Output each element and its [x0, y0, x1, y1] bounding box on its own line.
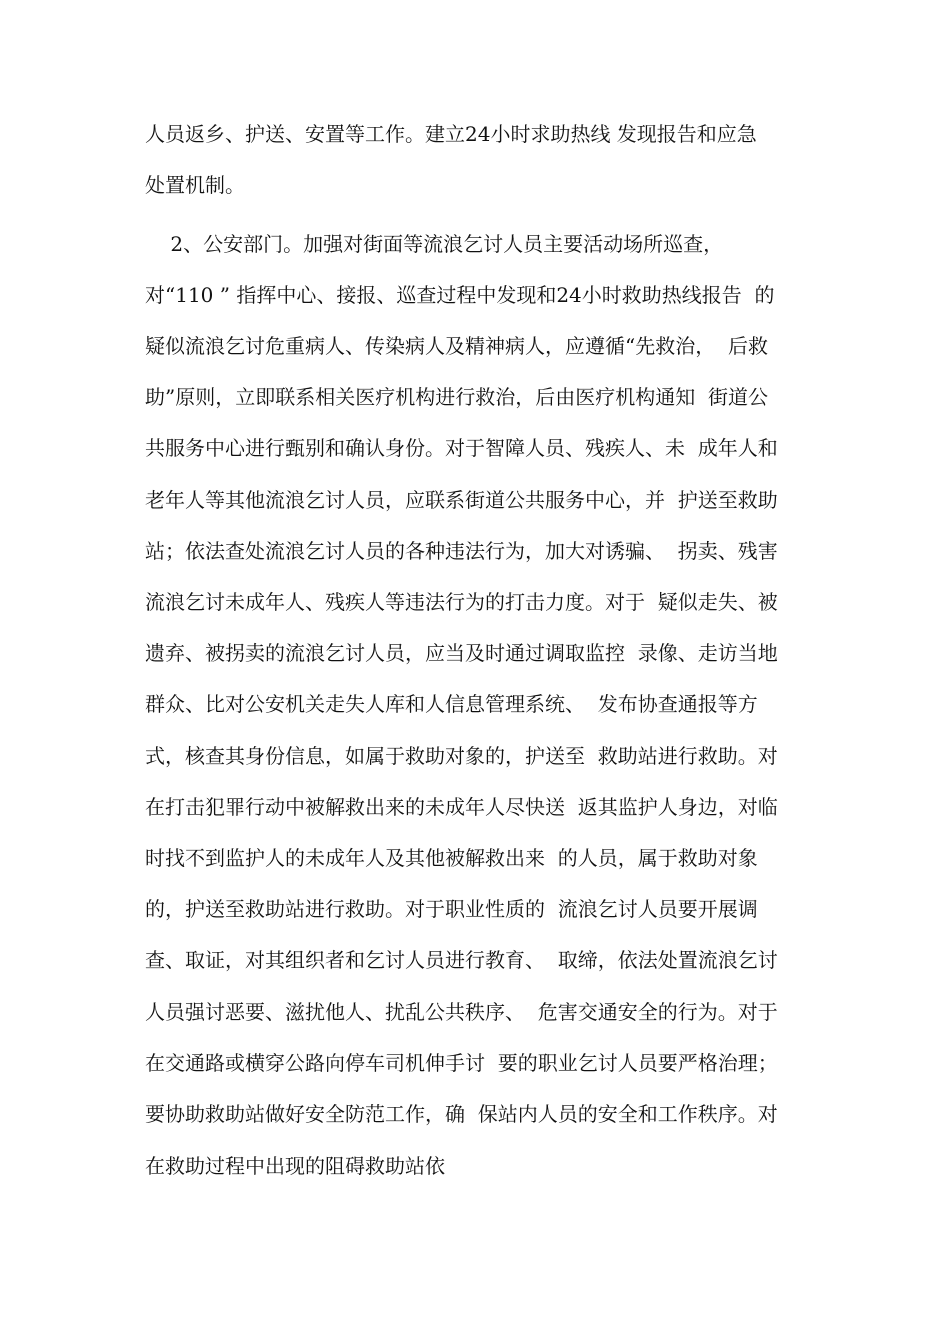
- text-line: 群众、比对公安机关走失人库和人信息管理系统、 发布协查通报等方: [145, 692, 758, 716]
- text-line: 时找不到监护人的未成年人及其他被解救出来 的人员，属于救助对象: [145, 846, 758, 870]
- text-line: 在打击犯罪行动中被解救出来的未成年人尽快送 返其监护人身边，对临: [145, 795, 778, 819]
- text-line: 在救助过程中出现的阻碍救助站依: [145, 1154, 445, 1178]
- text-line: 人员返乡、护送、安置等工作。建立24小时求助热线 发现报告和应急: [145, 122, 757, 146]
- text-line: 要协助救助站做好安全防范工作，确 保站内人员的安全和工作秩序。对: [145, 1102, 778, 1126]
- text-line: 在交通路或横穿公路向停车司机伸手讨 要的职业乞讨人员要严格治理；: [145, 1051, 778, 1075]
- text-line: 流浪乞讨未成年人、残疾人等违法行为的打击力度。对于 疑似走失、被: [145, 590, 778, 614]
- text-line: 共服务中心进行甄别和确认身份。对于智障人员、残疾人、未 成年人和: [145, 436, 778, 460]
- text-line: 对“110 ” 指挥中心、接报、巡查过程中发现和24小时救助热线报告 的: [145, 283, 775, 307]
- text-line: 式，核查其身份信息，如属于救助对象的，护送至 救助站进行救助。对: [145, 744, 778, 768]
- text-line: 查、取证，对其组织者和乞讨人员进行教育、 取缔，依法处置流浪乞讨: [145, 948, 778, 972]
- text-line: 疑似流浪乞讨危重病人、传染病人及精神病人，应遵循“先救治， 后救: [145, 334, 768, 358]
- text-line: 遗弃、被拐卖的流浪乞讨人员，应当及时通过调取监控 录像、走访当地: [145, 641, 778, 665]
- text-line: 处置机制。: [145, 173, 245, 197]
- text-line: 站；依法查处流浪乞讨人员的各种违法行为，加大对诱骗、 拐卖、残害: [145, 539, 778, 563]
- text-line: 助”原则，立即联系相关医疗机构进行救治，后由医疗机构通知 街道公: [145, 385, 768, 409]
- text-line: 的，护送至救助站进行救助。对于职业性质的 流浪乞讨人员要开展调: [145, 897, 758, 921]
- text-line: 老年人等其他流浪乞讨人员，应联系街道公共服务中心，并 护送至救助: [145, 488, 778, 512]
- paragraph-start-line: 2、公安部门。加强对街面等流浪乞讨人员主要活动场所巡查，: [145, 232, 724, 256]
- text-line: 人员强讨恶要、滋扰他人、扰乱公共秩序、 危害交通安全的行为。对于: [145, 1000, 778, 1024]
